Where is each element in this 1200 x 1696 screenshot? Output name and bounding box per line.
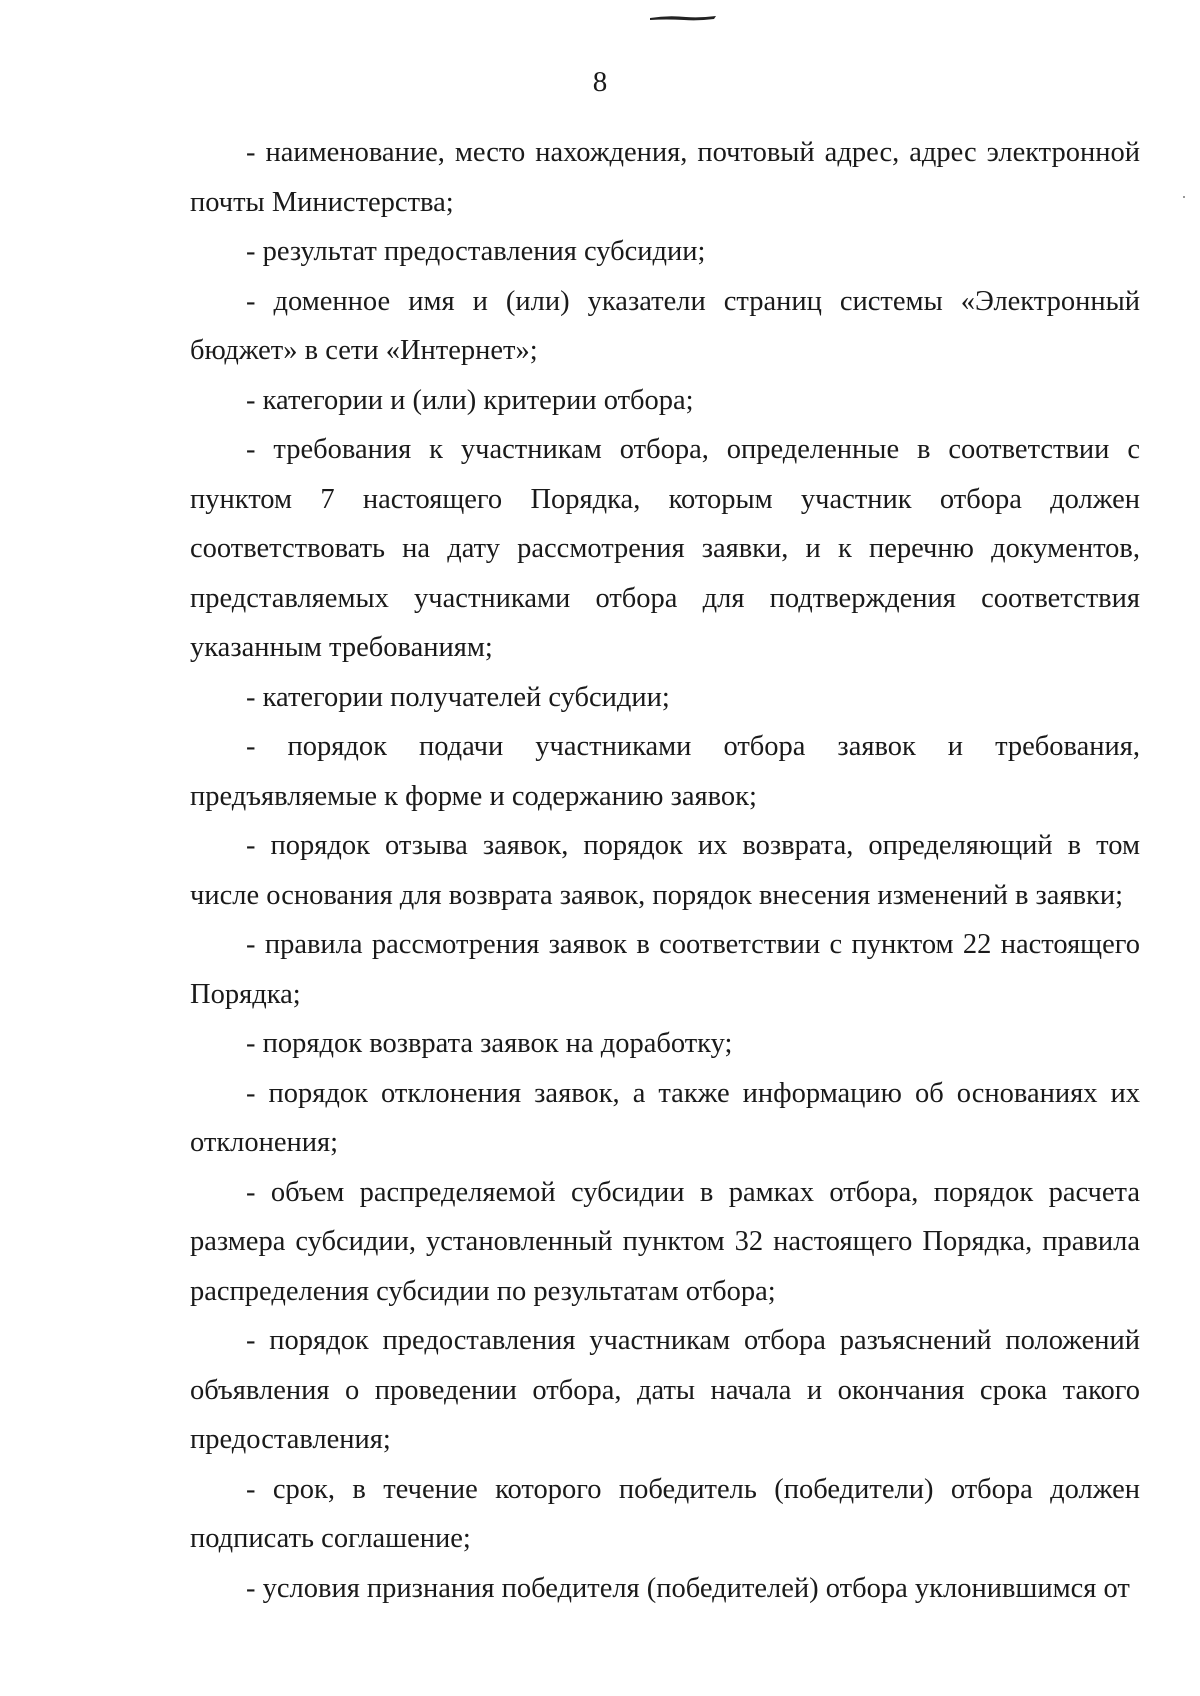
list-item: - наименование, место нахождения, почтовый адрес, адрес электронной почты Министерства; xyxy=(190,137,1140,218)
scan-speck xyxy=(1183,196,1185,198)
list-item: - категории и (или) критерии отбора; xyxy=(246,384,694,416)
page-number: 8 xyxy=(592,66,608,98)
list-item: - категории получателей субсидии; xyxy=(246,681,670,713)
list-item: - условия признания победителя (победителей) отбора уклонившимся от xyxy=(246,1572,1130,1604)
list-item: - срок, в течение которого победитель (победители) отбора должен подписать соглашение; xyxy=(190,1473,1140,1554)
list-item: - порядок предоставления участникам отбора разъяснений положений объявления о проведении отбора, даты начала и окончания срока такого предоставления; xyxy=(190,1325,1140,1455)
list-item: - доменное имя и (или) указатели страниц системы «Электронный бюджет» в сети «Интернет»; xyxy=(190,285,1140,366)
document-body xyxy=(190,128,1140,1613)
list-item: - объем распределяемой субсидии в рамках отбора, порядок расчета размера субсидии, установленный пунктом 32 настоящего Порядка, правила распределения субсидии по результатам отбора; xyxy=(190,1176,1140,1307)
list-item: - правила рассмотрения заявок в соответствии с пунктом 22 настоящего Порядка; xyxy=(190,929,1140,1010)
list-item: - требования к участникам отбора, определенные в соответствии с пунктом 7 настоящего Порядка, которым участник отбора должен соответствовать на дату рассмотрения заявки, и к перечню документов, представляемых участниками отбора для подтверждения соответствия указанным требованиям; xyxy=(190,434,1140,663)
list-item: - порядок подачи участниками отбора заявок и требования, предъявляемые к форме и содержанию заявок; xyxy=(190,731,1140,812)
list-item: - порядок отклонения заявок, а также информацию об основаниях их отклонения; xyxy=(190,1077,1140,1158)
list-item: - результат предоставления субсидии; xyxy=(246,236,706,267)
list-item: - порядок отзыва заявок, порядок их возврата, определяющий в том числе основания для возврата заявок, порядок внесения изменений в заявки; xyxy=(190,830,1140,911)
list-item: - порядок возврата заявок на доработку; xyxy=(246,1028,733,1059)
scan-mark xyxy=(648,14,718,22)
